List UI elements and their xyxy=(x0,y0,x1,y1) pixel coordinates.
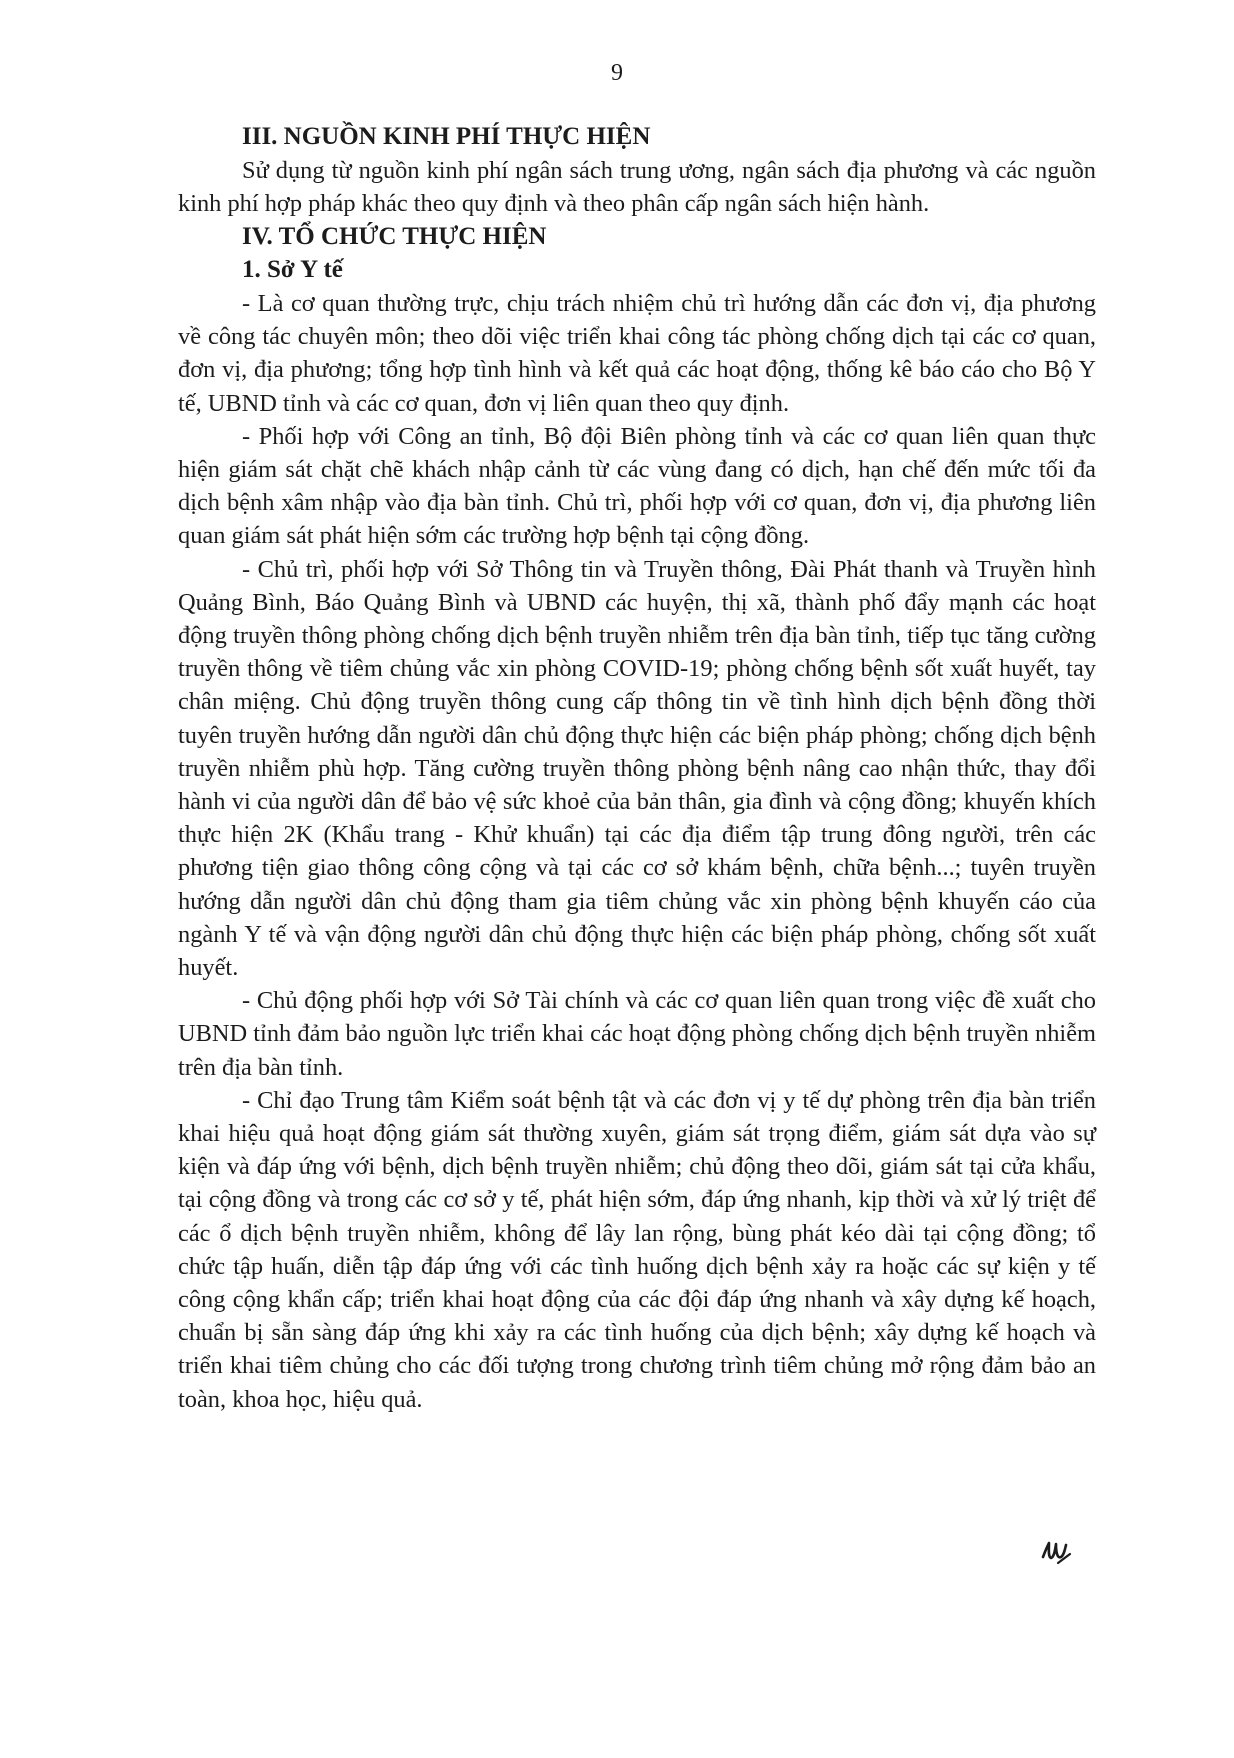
section-heading-organization: IV. TỔ CHỨC THỰC HIỆN xyxy=(242,222,547,250)
paragraph-health-3: - Chủ trì, phối hợp với Sở Thông tin và Truyền thông, Đài Phát thanh và Truyền hình Quảng Bình, Báo Quảng Bình và UBND các huyện, thị xã, thành phố đẩy mạnh các hoạt động truyền thông phòng chống dịch bệnh truyền nhiễm trên địa bàn tỉnh, tiếp tục tăng cường truyền thông về tiêm chủng vắc xin phòng COVID-19; phòng chống bệnh sốt xuất huyết, tay chân miệng. Chủ động truyền thông cung cấp thông tin về tình hình dịch bệnh đồng thời tuyên truyền hướng dẫn người dân chủ động thực hiện các biện pháp phòng; chống dịch bệnh truyền nhiễm phù hợp. Tăng cường truyền thông phòng bệnh nâng cao nhận thức, thay đổi hành vi của người dân để bảo vệ sức khoẻ của bản thân, gia đình và cộng đồng; khuyến khích thực hiện 2K (Khẩu trang - Khử khuẩn) tại các địa điểm tập trung đông người, trên các phương tiện giao thông công cộng và tại các cơ sở khám bệnh, chữa bệnh...; tuyên truyền hướng dẫn người dân chủ động tham gia tiêm chủng vắc xin phòng bệnh khuyến cáo của ngành Y tế và vận động người dân chủ động thực hiện các biện pháp phòng, chống sốt xuất huyết. xyxy=(178,555,1096,981)
subsection-heading-department-of-health: 1. Sở Y tế xyxy=(242,256,343,284)
page-number: 9 xyxy=(611,60,623,86)
paragraph-health-5: - Chỉ đạo Trung tâm Kiểm soát bệnh tật và các đơn vị y tế dự phòng trên địa bàn triển khai hiệu quả hoạt động giám sát thường xuyên, giám sát trọng điểm, giám sát dựa vào sự kiện và đáp ứng với bệnh, dịch bệnh truyền nhiễm; chủ động theo dõi, giám sát tại cửa khẩu, tại cộng đồng và trong các cơ sở y tế, phát hiện sớm, đáp ứng nhanh, kịp thời và xử lý triệt để các ổ dịch bệnh truyền nhiễm, không để lây lan rộng, bùng phát kéo dài tại cộng đồng; tổ chức tập huấn, diễn tập đáp ứng với các tình huống dịch bệnh xảy ra hoặc các sự kiện y tế công cộng khẩn cấp; triển khai hoạt động của các đội đáp ứng nhanh và xây dựng kế hoạch, chuẩn bị sẵn sàng đáp ứng khi xảy ra các tình huống của dịch bệnh; xây dựng kế hoạch và triển khai tiêm chủng cho các đối tượng trong chương trình tiêm chủng mở rộng đảm bảo an toàn, khoa học, hiệu quả. xyxy=(178,1086,1096,1413)
section-heading-funding: III. NGUỒN KINH PHÍ THỰC HIỆN xyxy=(242,123,651,150)
paragraph-health-2: - Phối hợp với Công an tỉnh, Bộ đội Biên phòng tỉnh và các cơ quan liên quan thực hiện giám sát chặt chẽ khách nhập cảnh từ các vùng đang có dịch, hạn chế đến mức tối đa dịch bệnh xâm nhập vào địa bàn tỉnh. Chủ trì, phối hợp với cơ quan, đơn vị, địa phương liên quan giám sát phát hiện sớm các trường hợp bệnh tại cộng đồng. xyxy=(178,422,1096,550)
handwritten-initials-icon xyxy=(1040,1535,1074,1569)
paragraph-health-1: - Là cơ quan thường trực, chịu trách nhiệm chủ trì hướng dẫn các đơn vị, địa phương về công tác chuyên môn; theo dõi việc triển khai công tác phòng chống dịch tại các cơ quan, đơn vị, địa phương; tổng hợp tình hình và kết quả các hoạt động, thống kê báo cáo cho Bộ Y tế, UBND tỉnh và các cơ quan, đơn vị liên quan theo quy định. xyxy=(178,289,1096,417)
paragraph-funding: Sử dụng từ nguồn kinh phí ngân sách trung ương, ngân sách địa phương và các nguồn kinh phí hợp pháp khác theo quy định và theo phân cấp ngân sách hiện hành. xyxy=(178,156,1096,217)
document-body xyxy=(178,120,1096,1416)
paragraph-health-4: - Chủ động phối hợp với Sở Tài chính và các cơ quan liên quan trong việc đề xuất cho UBND tỉnh đảm bảo nguồn lực triển khai các hoạt động phòng chống dịch bệnh truyền nhiễm trên địa bàn tỉnh. xyxy=(178,987,1096,1081)
